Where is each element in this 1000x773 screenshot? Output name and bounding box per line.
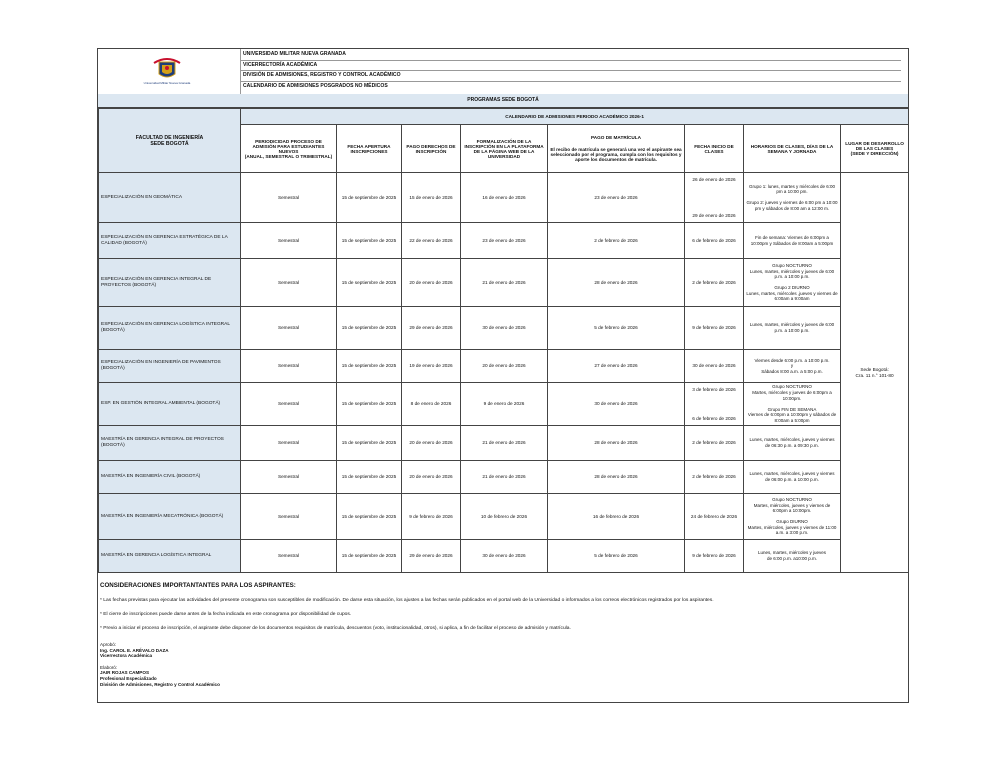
col-schedule: HORARIOS DE CLASES, DÍAS DE LA SEMANA Y JORNADA (744, 125, 841, 173)
schedule-cell: Grupo NOCTURNO Martes, miércoles, jueves y viernes de 6:00pm a 10:00pm. Grupo DIURNO Martes, miércoles, jueves y viernes de 11:00 a.m. a 3:00 p.m. (744, 494, 841, 540)
prepared-label: Elaboró: (100, 664, 118, 670)
fees-date: 8 de enero de 2026 (402, 383, 461, 426)
approved-role: Vicerrectora Académica (100, 653, 153, 659)
header-vicerrectoria: VICERRECTORÍA ACADÉMICA (241, 61, 901, 72)
start-date: 9 de febrero de 2026 (685, 540, 744, 573)
periodicity-cell: Semestral (241, 173, 337, 223)
program-name: MAESTRÍA EN INGENIERÍA CIVIL (BOGOTÁ) (99, 461, 241, 494)
program-name: ESP. EN GESTIÓN INTEGRAL AMBIENTAL (BOGOTÁ) (99, 383, 241, 426)
start-date-1: 26 de enero de 2026 (692, 176, 736, 182)
table-row (99, 173, 909, 223)
table-row (99, 223, 909, 259)
prepared-role1: Profesional Especializado (100, 675, 157, 681)
considerations (98, 579, 900, 687)
program-band: PROGRAMAS SEDE BOGOTÁ (98, 94, 908, 108)
start-date (685, 173, 744, 223)
start-date-2: 29 de enero de 2026 (692, 212, 736, 218)
formalization-date: 10 de febrero de 2026 (461, 494, 548, 540)
tuition-date: 5 de febrero de 2026 (548, 540, 685, 573)
periodicity-cell: Semestral (241, 259, 337, 307)
tuition-date: 30 de enero de 2026 (548, 383, 685, 426)
prepared-block (100, 665, 900, 687)
approved-name: Ing. CAROL E. ARÉVALO DAZA (100, 647, 169, 653)
schedule-cell: Lunes, martes, miércoles, jueves y viernes de 06:00 p.m. a 10:00 p.m. (744, 461, 841, 494)
table-row (99, 461, 909, 494)
program-name: ESPECIALIZACIÓN EN GERENCIA INTEGRAL DE PROYECTOS (BOGOTÁ) (99, 259, 241, 307)
opening-date: 15 de septiembre de 2025 (337, 223, 402, 259)
table-row (99, 307, 909, 350)
table-row (99, 383, 909, 426)
col-fees: PAGO DERECHOS DE INSCRIPCIÓN (402, 125, 461, 173)
schedule-cell: Grupo NOCTURNO Martes, miércoles y jueves de 6:00pm a 10:00pm. Grupo FIN DE SEMANA Viernes de 6:00pm a 10:00pm y sábados de 8:00am a 5:00pm (744, 383, 841, 426)
col-formalization: FORMALIZACIÓN DE LA INSCRIPCIÓN EN LA PLATAFORMA DE LA PÁGINA WEB DE LA UNIVERSIDAD (461, 125, 548, 173)
opening-date: 15 de septiembre de 2025 (337, 494, 402, 540)
start-date: 30 de enero de 2026 (685, 350, 744, 383)
admissions-table (98, 108, 909, 573)
tuition-date: 23 de enero de 2026 (548, 173, 685, 223)
tuition-date: 2 de febrero de 2026 (548, 223, 685, 259)
periodicity-cell: Semestral (241, 540, 337, 573)
start-date (685, 383, 744, 426)
tuition-date: 27 de enero de 2026 (548, 350, 685, 383)
opening-date: 15 de septiembre de 2025 (337, 307, 402, 350)
fees-date: 9 de febrero de 2026 (402, 494, 461, 540)
calendar-title: CALENDARIO DE ADMISIONES PERIODO ACADÉMICO 2026-1 (241, 109, 909, 125)
start-date: 2 de febrero de 2026 (685, 461, 744, 494)
opening-date: 15 de septiembre de 2025 (337, 383, 402, 426)
col-tuition (548, 125, 685, 173)
header-university: UNIVERSIDAD MILITAR NUEVA GRANADA (241, 50, 901, 61)
program-name: MAESTRÍA EN GERENCIA INTEGRAL DE PROYECTOS (BOGOTÁ) (99, 426, 241, 461)
formalization-date: 30 de enero de 2026 (461, 307, 548, 350)
header-division: DIVISIÓN DE ADMISIONES, REGISTRO Y CONTROL ACADÉMICO (241, 71, 901, 82)
prepared-name: JAIR ROJAS CAMPOS (100, 670, 150, 676)
program-name: ESPECIALIZACIÓN EN GERENCIA LOGÍSTICA INTEGRAL (BOGOTÁ) (99, 307, 241, 350)
start-date: 6 de febrero de 2026 (685, 223, 744, 259)
fees-date: 20 de enero de 2026 (402, 461, 461, 494)
considerations-title: CONSIDERACIONES IMPORTANTANTES PARA LOS ASPIRANTES: (100, 582, 296, 589)
faculty-header: FACULTAD DE INGENIERÍA SEDE BOGOTÁ (99, 109, 241, 173)
logo-caption: Universidad Militar Nueva Granada (143, 81, 191, 85)
program-name: ESPECIALIZACIÓN EN GERENCIA ESTRATÉGICA DE LA CALIDAD (BOGOTÁ) (99, 223, 241, 259)
approved-block (100, 642, 900, 659)
periodicity-cell: Semestral (241, 307, 337, 350)
header-calendar-title: CALENDARIO DE ADMISIONES POSGRADOS NO MÉDICOS (243, 82, 388, 89)
program-name: ESPECIALIZACIÓN EN INGENIERÍA DE PAVIMENTOS (BOGOTÁ) (99, 350, 241, 383)
table-row (99, 350, 909, 383)
schedule-cell: Grupo NOCTURNO Lunes, martes, miércoles y jueves de 6:00 p.m. a 10:00 p.m. Grupo 2 DIURNO Lunes, martes, miércoles ,jueves y viernes de 6:00am a 9:00am (744, 259, 841, 307)
schedule-cell: Viernes desde 6:00 p.m. a 10:00 p.m. y Sábados 8:00 a.m. a 5:00 p.m. (744, 350, 841, 383)
periodicity-cell: Semestral (241, 426, 337, 461)
tuition-date: 28 de enero de 2026 (548, 259, 685, 307)
formalization-date: 16 de enero de 2026 (461, 173, 548, 223)
tuition-date: 28 de enero de 2026 (548, 461, 685, 494)
start-date: 9 de febrero de 2026 (685, 307, 744, 350)
table-row (99, 259, 909, 307)
prepared-role2: División de Admisiones, Registro y Control Académico (100, 681, 220, 687)
formalization-date: 20 de enero de 2026 (461, 350, 548, 383)
fees-date: 29 de enero de 2026 (402, 540, 461, 573)
periodicity-cell: Semestral (241, 223, 337, 259)
university-logo-icon (143, 53, 191, 89)
table-row (99, 540, 909, 573)
fees-date: 19 de enero de 2026 (402, 350, 461, 383)
col-tuition-note: El recibo de matrícula se generará una vez el aspirante sea seleccionado por el programa, cumpla con los requisitos y aporte los documentos de matrícula. (550, 147, 682, 162)
schedule-cell: Lunes, martes, miércoles, jueves y viernes de 06:30 p.m. a 09:30 p.m. (744, 426, 841, 461)
document-header (98, 49, 908, 95)
approved-label: Aprobó: (100, 642, 117, 647)
start-date-2: 6 de febrero de 2026 (692, 415, 736, 421)
start-date: 2 de febrero de 2026 (685, 426, 744, 461)
schedule-cell: Fin de semana: Viernes de 6:00pm a 10:00pm y Sábados de 8:00am a 5:00pm (744, 223, 841, 259)
calendar-sheet (97, 48, 909, 703)
col-location: LUGAR DE DESARROLLO DE LAS CLASES (SEDE Y DIRECCIÓN) (841, 125, 909, 173)
formalization-date: 23 de enero de 2026 (461, 223, 548, 259)
note-1: * Las fechas previstas para ejecutar las actividades del presente cronograma son susceptibles de modificación. De darse esta situación, los ajustes a las fechas serán publicados en el portal web de la Universidad o informados a los correos electrónicos registrados por los aspirantes. (100, 598, 714, 603)
program-name: MAESTRÍA EN GERENCIA LOGÍSTICA INTEGRAL (99, 540, 241, 573)
opening-date: 15 de septiembre de 2025 (337, 173, 402, 223)
formalization-date: 21 de enero de 2026 (461, 259, 548, 307)
fees-date: 22 de enero de 2026 (402, 223, 461, 259)
opening-date: 15 de septiembre de 2025 (337, 426, 402, 461)
opening-date: 15 de septiembre de 2025 (337, 259, 402, 307)
col-periodicity: PERIODICIDAD PROCESO DE ADMISIÓN PARA ESTUDIANTES NUEVOS (ANUAL, SEMESTRAL O TRIMESTRAL) (241, 125, 337, 173)
formalization-date: 21 de enero de 2026 (461, 426, 548, 461)
col-opening: FECHA APERTURA INSCRIPCIONES (337, 125, 402, 173)
fees-date: 15 de enero de 2026 (402, 173, 461, 223)
tuition-date: 5 de febrero de 2026 (548, 307, 685, 350)
opening-date: 15 de septiembre de 2025 (337, 461, 402, 494)
tuition-date: 28 de enero de 2026 (548, 426, 685, 461)
periodicity-cell: Semestral (241, 461, 337, 494)
note-3: * Previo a iniciar el proceso de inscripción, el aspirante debe disponer de los documentos requisitos de matrícula, descuentos (voto, institucionalidad, otros), si aplica, a fin de facilitar el proceso de admisión y matrícula. (100, 626, 571, 631)
table-row (99, 494, 909, 540)
start-date: 24 de febrero de 2026 (685, 494, 744, 540)
opening-date: 15 de septiembre de 2025 (337, 540, 402, 573)
opening-date: 15 de septiembre de 2025 (337, 350, 402, 383)
tuition-date: 16 de febrero de 2026 (548, 494, 685, 540)
note-2: * El cierre de inscripciones puede darse antes de la fecha indicada en este cronograma por disponibilidad de cupos. (100, 612, 352, 617)
table-row (99, 426, 909, 461)
location-cell: Sede Bogotá: Cra. 11 n.° 101-80 (841, 173, 909, 573)
periodicity-cell: Semestral (241, 494, 337, 540)
col-start: FECHA INICIO DE CLASES (685, 125, 744, 173)
schedule-cell: Grupo 1: lunes, martes y miércoles de 6:00 pm a 10:00 pm. Grupo 2: jueves y viernes de 6:00 pm a 10:00 pm y sábados de 8:00 am a 12:00 m. (744, 173, 841, 223)
schedule-cell: Lunes, martes, miércoles y jueves de 6:00 p.m. a 10:00 p.m. (744, 307, 841, 350)
program-name: ESPECIALIZACIÓN EN GEOMÁTICA (99, 173, 241, 223)
col-tuition-title: PAGO DE MATRÍCULA (590, 135, 642, 140)
program-name: MAESTRÍA EN INGENIERÍA MECATRÓNICA (BOGOTÁ) (99, 494, 241, 540)
start-date-1: 3 de febrero de 2026 (692, 386, 736, 392)
periodicity-cell: Semestral (241, 350, 337, 383)
formalization-date: 9 de enero de 2026 (461, 383, 548, 426)
formalization-date: 21 de enero de 2026 (461, 461, 548, 494)
fees-date: 29 de enero de 2026 (402, 307, 461, 350)
fees-date: 20 de enero de 2026 (402, 426, 461, 461)
start-date: 2 de febrero de 2026 (685, 259, 744, 307)
fees-date: 20 de enero de 2026 (402, 259, 461, 307)
periodicity-cell: Semestral (241, 383, 337, 426)
schedule-cell: Lunes, martes, miércoles y jueves de 6:00 p.m. a10:00 p.m. (744, 540, 841, 573)
formalization-date: 30 de enero de 2026 (461, 540, 548, 573)
